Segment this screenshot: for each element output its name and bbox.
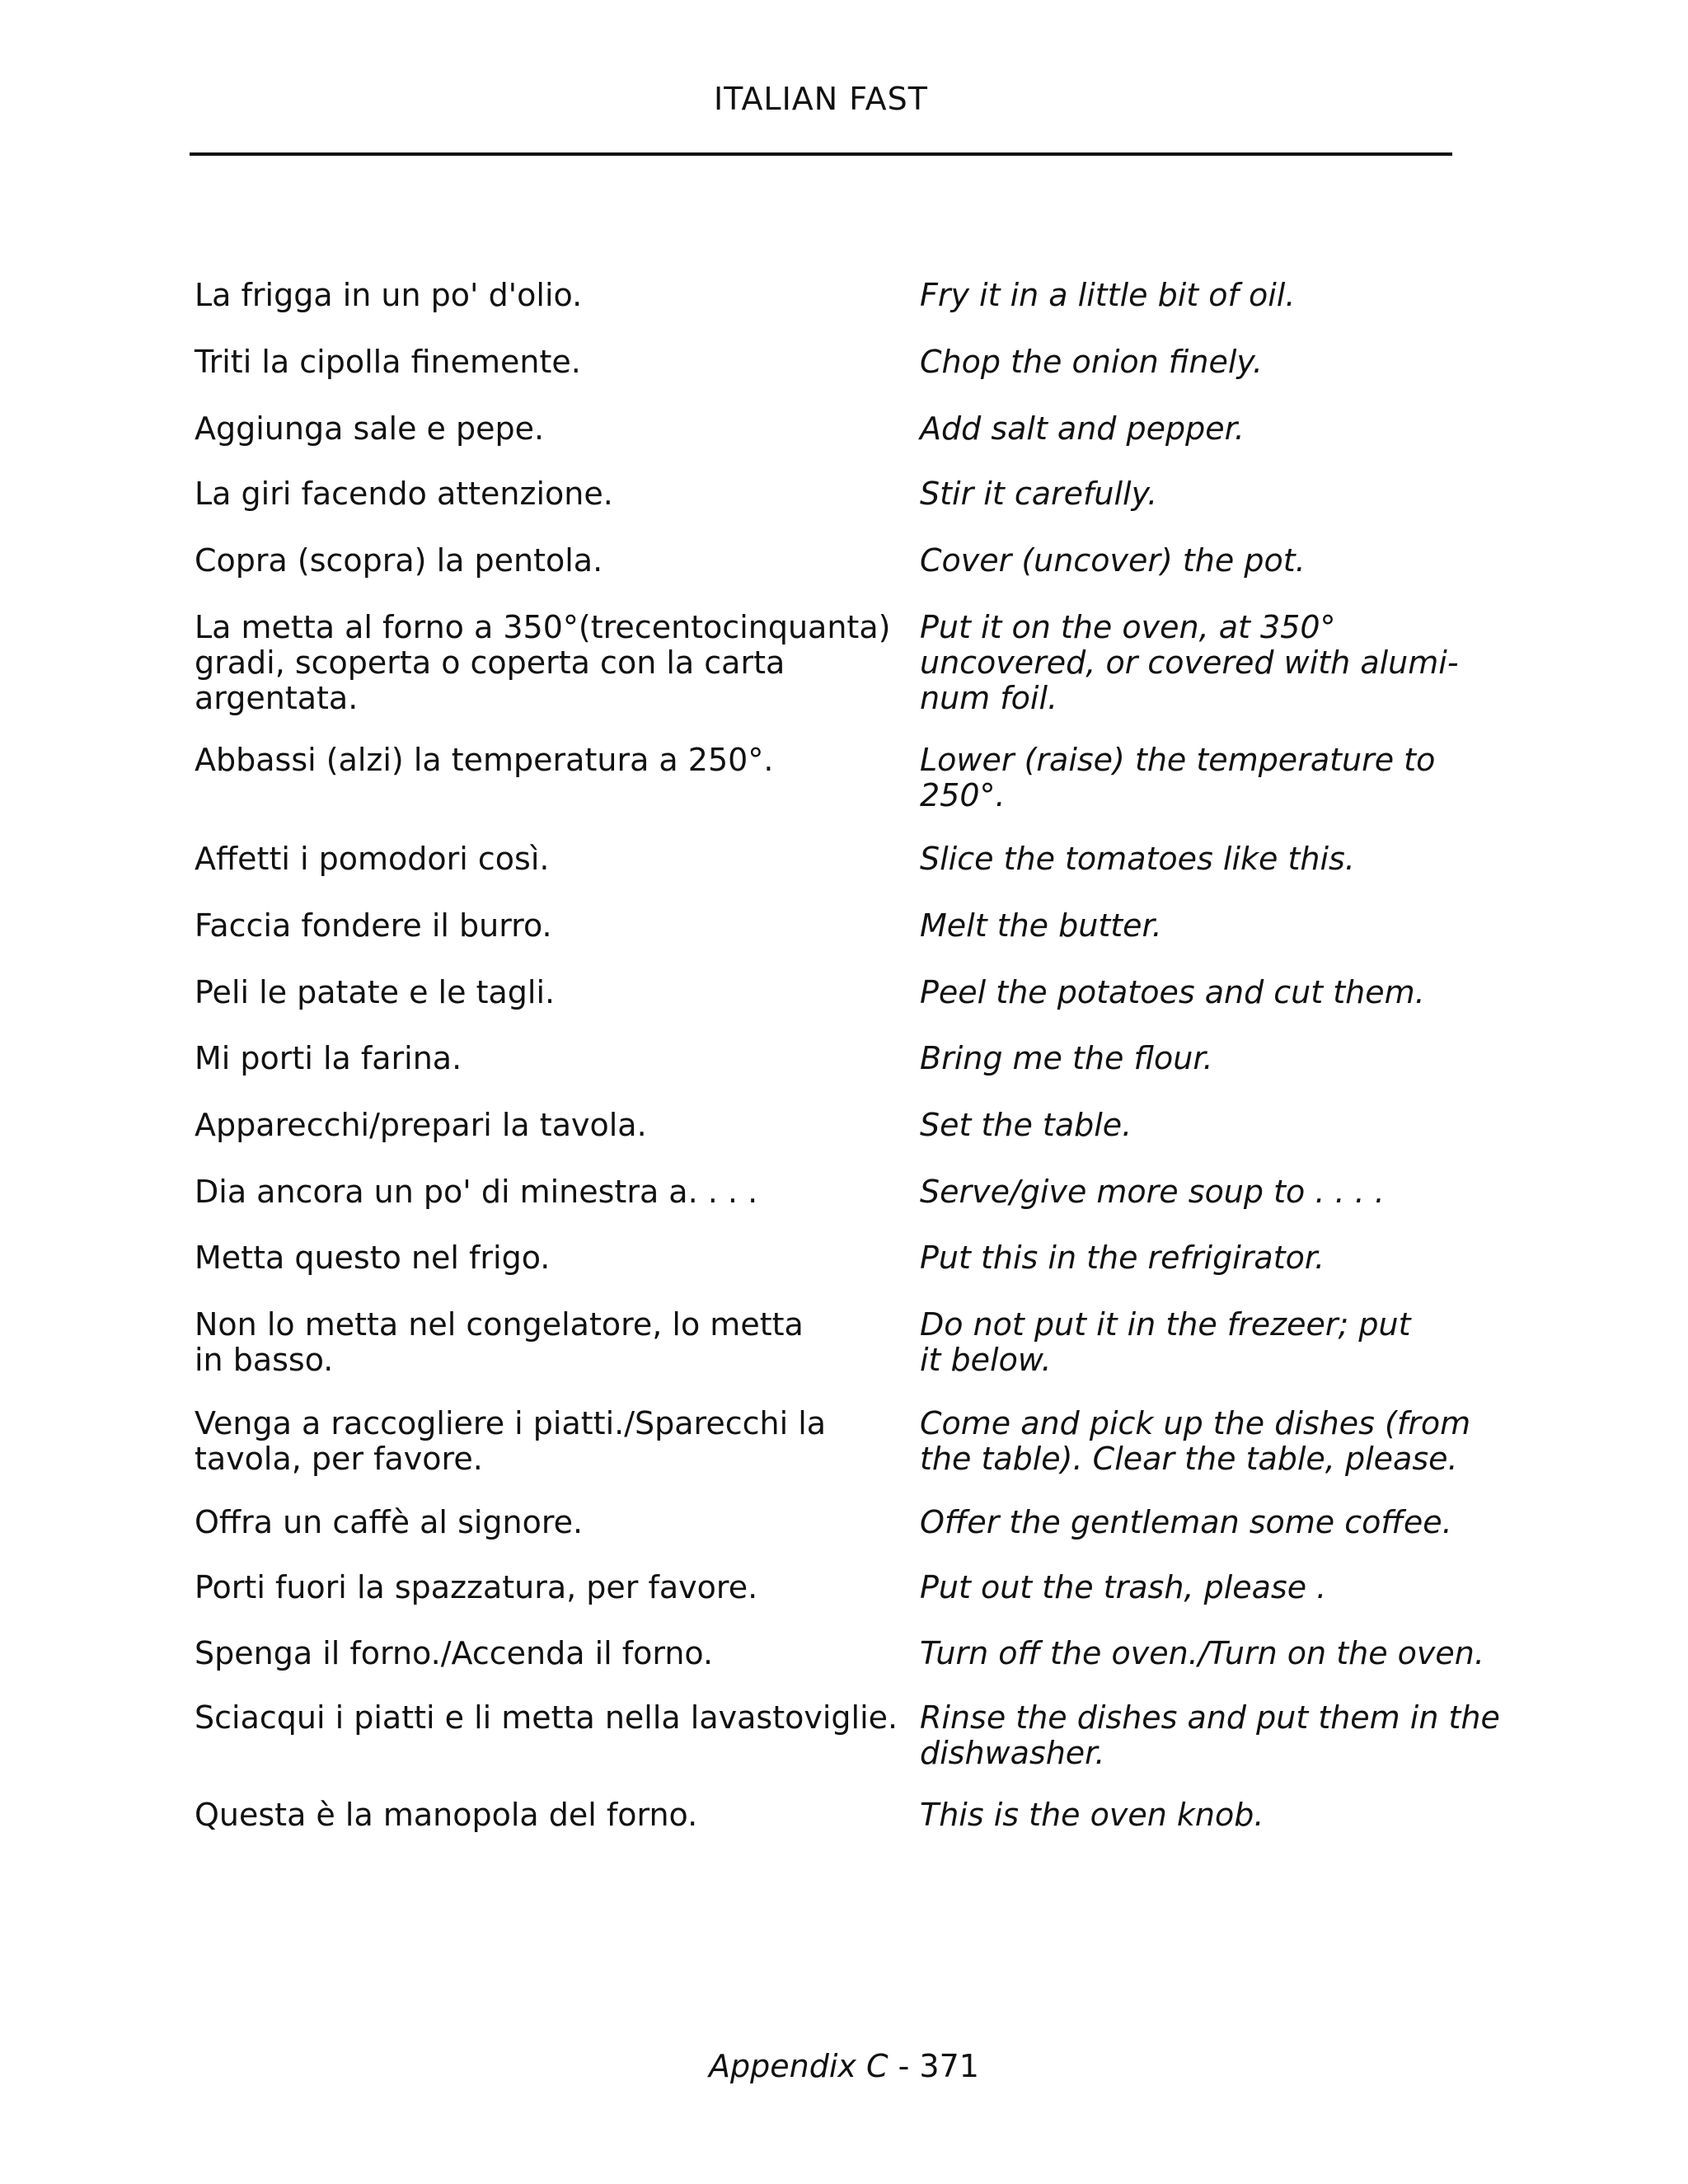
english-translation: This is the oven knob. bbox=[920, 1797, 1264, 1833]
italian-phrase: Mi porti la farina. bbox=[195, 1040, 462, 1076]
footer-separator: - bbox=[888, 2048, 920, 2084]
english-translation: Add salt and pepper. bbox=[920, 410, 1245, 447]
english-translation: Put this in the refrigirator. bbox=[920, 1240, 1325, 1276]
italian-phrase: Non lo metta nel congelatore, lo metta in basso. bbox=[195, 1306, 804, 1378]
italian-phrase: Aggiunga sale e pepe. bbox=[195, 410, 545, 447]
english-translation: Peel the potatoes and cut them. bbox=[920, 974, 1425, 1010]
italian-phrase: Venga a raccogliere i piatti./Sparecchi la tavola, per favore. bbox=[195, 1405, 827, 1477]
english-translation: Serve/give more soup to . . . . bbox=[920, 1174, 1385, 1210]
italian-phrase: Triti la cipolla finemente. bbox=[195, 344, 581, 380]
italian-phrase: La giri facendo attenzione. bbox=[195, 476, 613, 512]
page-footer bbox=[0, 2048, 1688, 2084]
english-translation: Fry it in a little bit of oil. bbox=[920, 277, 1296, 313]
italian-phrase: Peli le patate e le tagli. bbox=[195, 974, 556, 1010]
italian-phrase: Offra un caffè al signore. bbox=[195, 1504, 584, 1540]
italian-phrase: Spenga il forno./Accenda il forno. bbox=[195, 1635, 714, 1671]
italian-phrase: Sciacqui i piatti e li metta nella lavastoviglie. bbox=[195, 1699, 898, 1736]
english-translation: Stir it carefully. bbox=[920, 476, 1158, 512]
english-translation: Chop the onion finely. bbox=[920, 344, 1263, 380]
english-translation: Melt the butter. bbox=[920, 907, 1162, 944]
english-translation: Lower (raise) the temperature to 250°. bbox=[920, 742, 1436, 813]
english-translation: Set the table. bbox=[920, 1107, 1132, 1143]
page-header: ITALIAN FAST bbox=[713, 81, 929, 117]
italian-phrase: Questa è la manopola del forno. bbox=[195, 1797, 698, 1833]
english-translation: Come and pick up the dishes (from the table). Clear the table, please. bbox=[920, 1405, 1471, 1477]
english-translation: Slice the tomatoes like this. bbox=[920, 841, 1355, 877]
italian-phrase: Abbassi (alzi) la temperatura a 250°. bbox=[195, 742, 774, 778]
italian-phrase: Copra (scopra) la pentola. bbox=[195, 542, 603, 579]
english-translation: Put it on the oven, at 350° uncovered, or covered with alumi- num foil. bbox=[920, 609, 1459, 716]
english-translation: Bring me the flour. bbox=[920, 1040, 1213, 1076]
italian-phrase: Metta questo nel frigo. bbox=[195, 1240, 551, 1276]
italian-phrase: Affetti i pomodori così. bbox=[195, 841, 550, 877]
italian-phrase: Faccia fondere il burro. bbox=[195, 907, 552, 944]
appendix-label: Appendix C bbox=[709, 2048, 889, 2084]
italian-phrase: La metta al forno a 350°(trecentocinquanta) gradi, scoperta o coperta con la carta argentata. bbox=[195, 609, 891, 716]
italian-phrase: Dia ancora un po' di minestra a. . . . bbox=[195, 1174, 758, 1210]
english-translation: Put out the trash, please . bbox=[920, 1569, 1327, 1605]
italian-phrase: Porti fuori la spazzatura, per favore. bbox=[195, 1569, 758, 1605]
italian-phrase: La frigga in un po' d'olio. bbox=[195, 277, 583, 313]
english-translation: Cover (uncover) the pot. bbox=[920, 542, 1306, 579]
english-translation: Do not put it in the frezeer; put it below. bbox=[920, 1306, 1411, 1378]
page-number: 371 bbox=[919, 2048, 979, 2084]
italian-phrase: Apparecchi/prepari la tavola. bbox=[195, 1107, 647, 1143]
english-translation: Rinse the dishes and put them in the dishwasher. bbox=[920, 1699, 1500, 1771]
english-translation: Turn off the oven./Turn on the oven. bbox=[920, 1635, 1484, 1671]
english-translation: Offer the gentleman some coffee. bbox=[920, 1504, 1452, 1540]
